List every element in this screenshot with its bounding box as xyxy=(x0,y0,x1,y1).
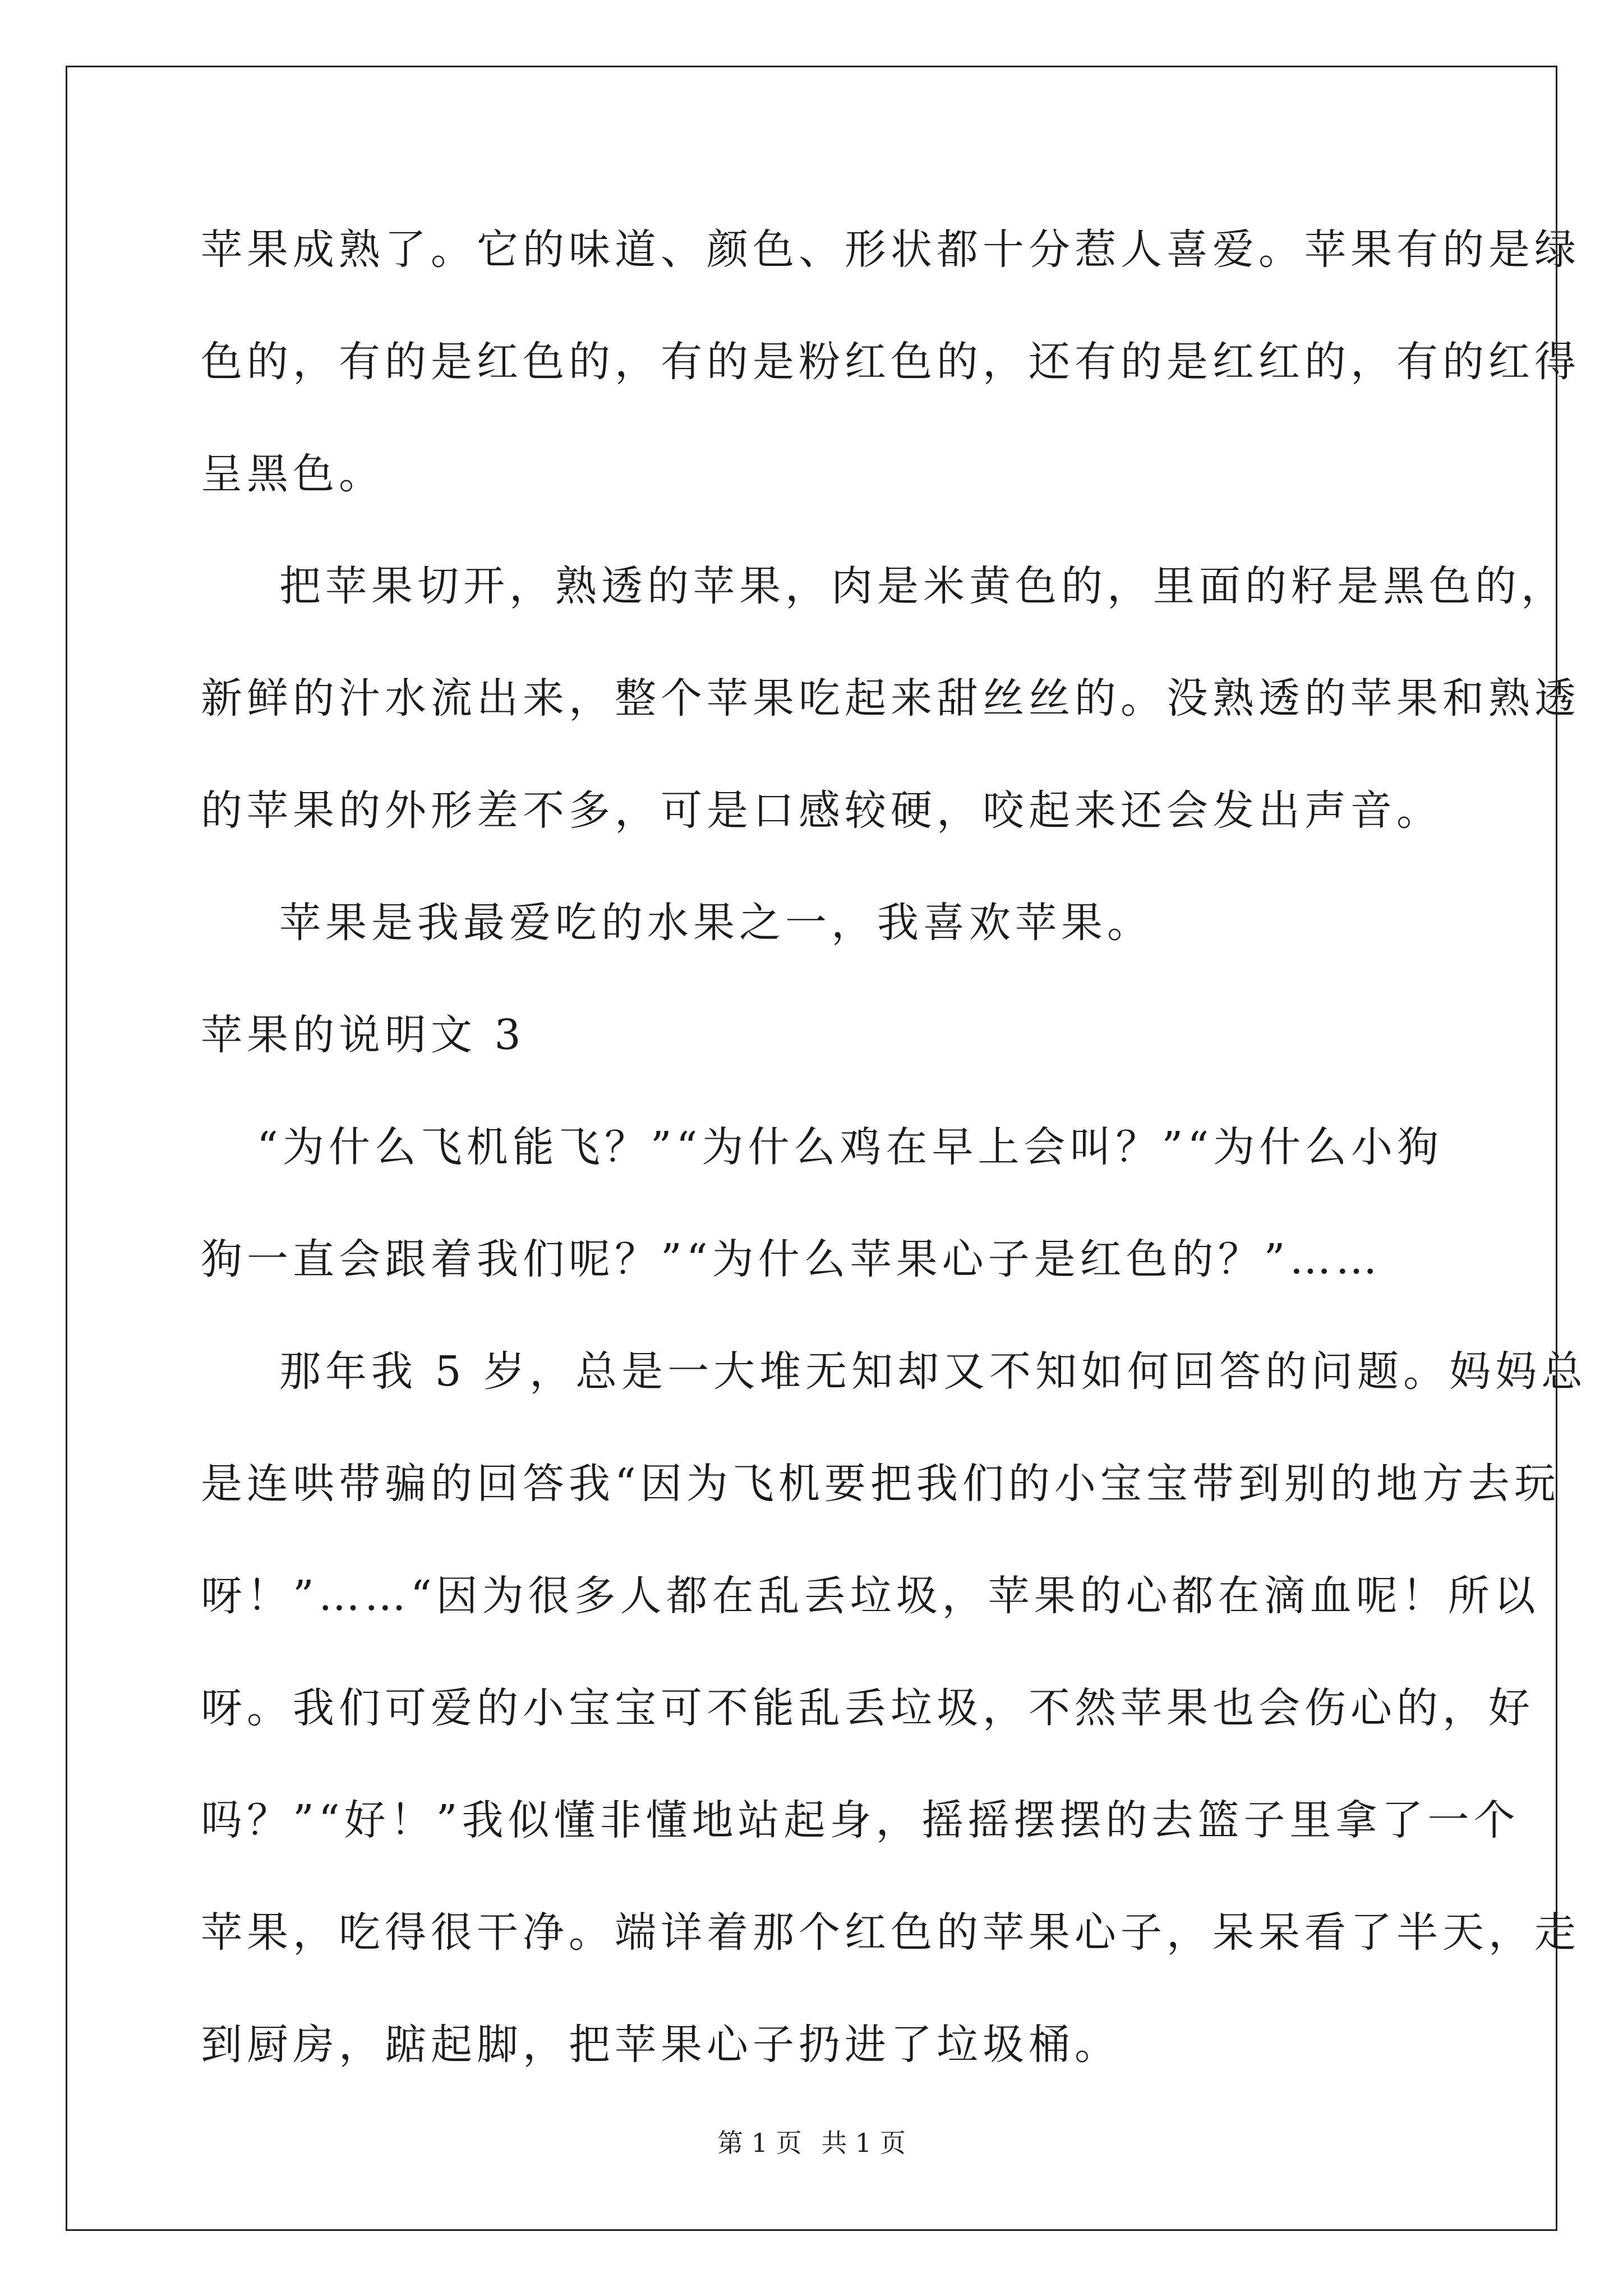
paragraph-line: 到厨房，踮起脚，把苹果心子扔进了垃圾桶。 xyxy=(201,2021,1121,2069)
paragraph-line: 是连哄带骗的回答我“因为飞机要把我们的小宝宝带到别的地方去玩 xyxy=(201,1460,1560,1508)
paragraph-line: 呀。我们可爱的小宝宝可不能乱丢垃圾，不然苹果也会伤心的，好 xyxy=(201,1684,1534,1732)
paragraph-line: 那年我 5 岁，总是一大堆无知却又不知如何回答的问题。妈妈总 xyxy=(279,1347,1588,1396)
paragraph-line: 狗一直会跟着我们呢？”“为什么苹果心子是红色的？”…… xyxy=(201,1235,1382,1283)
paragraph-line: 苹果，吃得很干净。端详着那个红色的苹果心子，呆呆看了半天，走 xyxy=(201,1908,1580,1957)
paragraph-line: “为什么飞机能飞？”“为什么鸡在早上会叫？”“为什么小狗 xyxy=(257,1123,1444,1171)
paragraph-line: 色的，有的是红色的，有的是粉红色的，还有的是红红的，有的红得 xyxy=(201,338,1580,386)
paragraph-line: 苹果是我最爱吃的水果之一，我喜欢苹果。 xyxy=(279,899,1153,947)
page-number: 第 1 页 xyxy=(717,2128,802,2158)
paragraph-line: 新鲜的汁水流出来，整个苹果吃起来甜丝丝的。没熟透的苹果和熟透 xyxy=(201,674,1580,723)
document-body xyxy=(201,216,1588,2123)
paragraph-line: 呈黑色。 xyxy=(201,450,385,498)
paragraph-line: 的苹果的外形差不多，可是口感较硬，咬起来还会发出声音。 xyxy=(201,786,1442,835)
paragraph-line: 吗？”“好！”我似懂非懂地站起身，摇摇摆摆的去篮子里拿了一个 xyxy=(201,1796,1520,1844)
section-title: 苹果的说明文 3 xyxy=(201,1011,525,1059)
page-footer xyxy=(0,2126,1623,2160)
paragraph-line: 把苹果切开，熟透的苹果，肉是米黄色的，里面的籽是黑色的， xyxy=(279,562,1567,610)
page-total: 共 1 页 xyxy=(821,2128,906,2158)
paragraph-line: 呀！”……“因为很多人都在乱丢垃圾，苹果的心都在滴血呢！所以 xyxy=(201,1572,1540,1620)
paragraph-line: 苹果成熟了。它的味道、颜色、形状都十分惹人喜爱。苹果有的是绿 xyxy=(201,226,1580,274)
